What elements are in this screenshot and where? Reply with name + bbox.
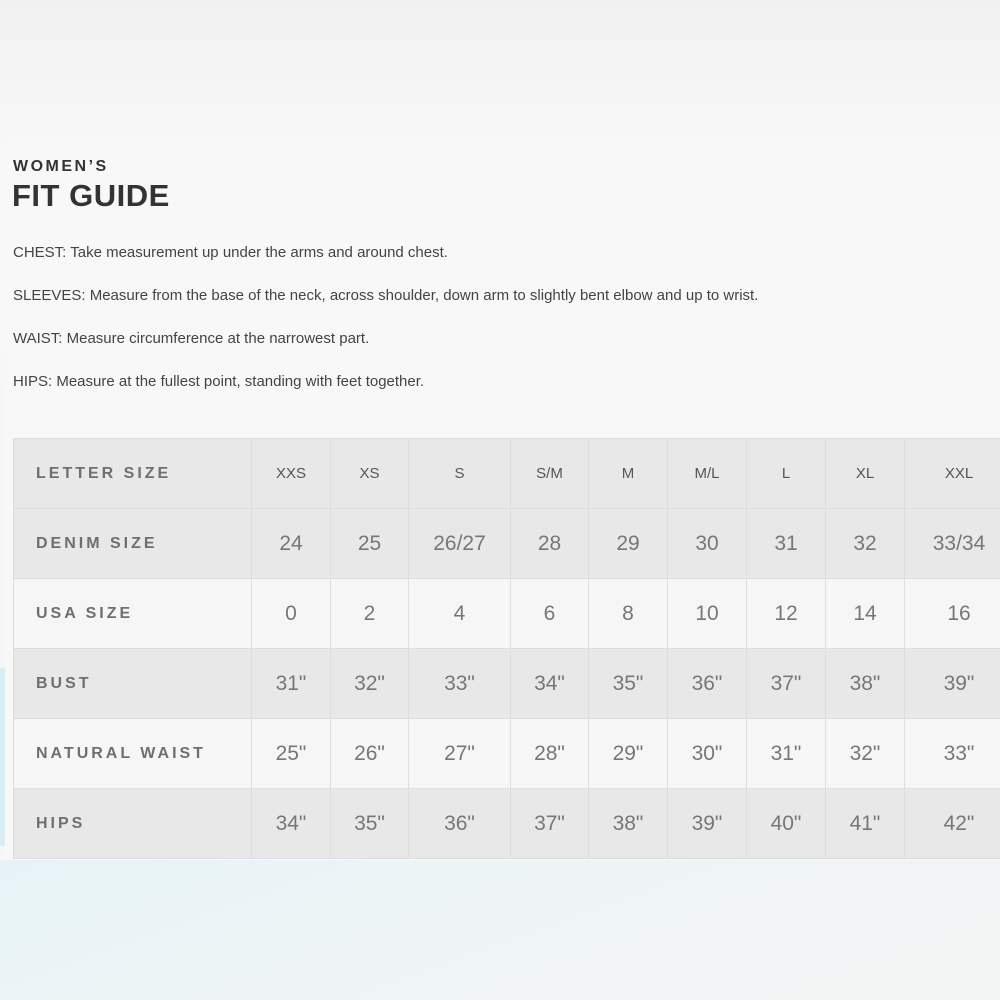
table-cell: 26/27 xyxy=(409,509,511,579)
table-cell: 29 xyxy=(589,509,668,579)
table-cell: 26" xyxy=(331,719,409,789)
row-label: HIPS xyxy=(14,789,252,859)
table-cell: 32 xyxy=(826,509,905,579)
table-cell: 33" xyxy=(905,719,1000,789)
guide-subtitle: WOMEN’S xyxy=(13,158,109,175)
table-row-usa-size xyxy=(14,579,1000,649)
table-cell: 8 xyxy=(589,579,668,649)
row-label: USA SIZE xyxy=(14,579,252,649)
table-cell: S/M xyxy=(511,439,589,509)
measurement-notes xyxy=(13,244,998,416)
table-cell: 32" xyxy=(331,649,409,719)
table-cell: XS xyxy=(331,439,409,509)
table-row-hips xyxy=(14,789,1000,859)
table-cell: 29" xyxy=(589,719,668,789)
table-cell: 30" xyxy=(668,719,747,789)
table-cell: 25 xyxy=(331,509,409,579)
table-cell: 27" xyxy=(409,719,511,789)
table-cell: 28" xyxy=(511,719,589,789)
table-cell: S xyxy=(409,439,511,509)
table-cell: 38" xyxy=(589,789,668,859)
table-cell: 36" xyxy=(409,789,511,859)
table-cell: 41" xyxy=(826,789,905,859)
table-cell: 39" xyxy=(668,789,747,859)
table-cell: M/L xyxy=(668,439,747,509)
table-cell: XXS xyxy=(252,439,331,509)
table-cell: 30 xyxy=(668,509,747,579)
table-cell: 31 xyxy=(747,509,826,579)
bottom-background xyxy=(0,860,1000,1000)
table-row-letter-size xyxy=(14,439,1000,509)
row-label: DENIM SIZE xyxy=(14,509,252,579)
table-cell: XXL xyxy=(905,439,1000,509)
table-cell: 2 xyxy=(331,579,409,649)
table-cell: 35" xyxy=(589,649,668,719)
table-cell: 31" xyxy=(252,649,331,719)
table-cell: 37" xyxy=(747,649,826,719)
note-sleeves: SLEEVES: Measure from the base of the neck, across shoulder, down arm to slightly bent elbow and up to wrist. xyxy=(13,287,759,304)
note-waist: WAIST: Measure circumference at the narrowest part. xyxy=(13,330,370,347)
top-background xyxy=(0,0,1000,138)
table-cell: 32" xyxy=(826,719,905,789)
table-cell: 25" xyxy=(252,719,331,789)
table-cell: 36" xyxy=(668,649,747,719)
row-label: LETTER SIZE xyxy=(14,439,252,509)
table-row-bust xyxy=(14,649,1000,719)
table-cell: 35" xyxy=(331,789,409,859)
table-cell: XL xyxy=(826,439,905,509)
table-row-natural-waist xyxy=(14,719,1000,789)
table-cell: 33/34 xyxy=(905,509,1000,579)
row-label: NATURAL WAIST xyxy=(14,719,252,789)
size-table xyxy=(13,438,1000,859)
table-cell: 38" xyxy=(826,649,905,719)
table-cell: 33" xyxy=(409,649,511,719)
table-row-denim-size xyxy=(14,509,1000,579)
fit-guide-sheet xyxy=(5,138,1000,860)
table-cell: 4 xyxy=(409,579,511,649)
table-cell: M xyxy=(589,439,668,509)
note-chest: CHEST: Take measurement up under the arms and around chest. xyxy=(13,244,448,261)
table-cell: 16 xyxy=(905,579,1000,649)
table-cell: 34" xyxy=(511,649,589,719)
table-cell: 12 xyxy=(747,579,826,649)
guide-title: FIT GUIDE xyxy=(12,178,170,213)
note-hips: HIPS: Measure at the fullest point, standing with feet together. xyxy=(13,373,425,390)
table-cell: 39" xyxy=(905,649,1000,719)
table-cell: L xyxy=(747,439,826,509)
table-cell: 0 xyxy=(252,579,331,649)
table-cell: 10 xyxy=(668,579,747,649)
table-cell: 28 xyxy=(511,509,589,579)
table-cell: 40" xyxy=(747,789,826,859)
table-cell: 34" xyxy=(252,789,331,859)
row-label: BUST xyxy=(14,649,252,719)
table-cell: 42" xyxy=(905,789,1000,859)
table-cell: 37" xyxy=(511,789,589,859)
table-cell: 6 xyxy=(511,579,589,649)
table-cell: 24 xyxy=(252,509,331,579)
table-cell: 31" xyxy=(747,719,826,789)
table-cell: 14 xyxy=(826,579,905,649)
